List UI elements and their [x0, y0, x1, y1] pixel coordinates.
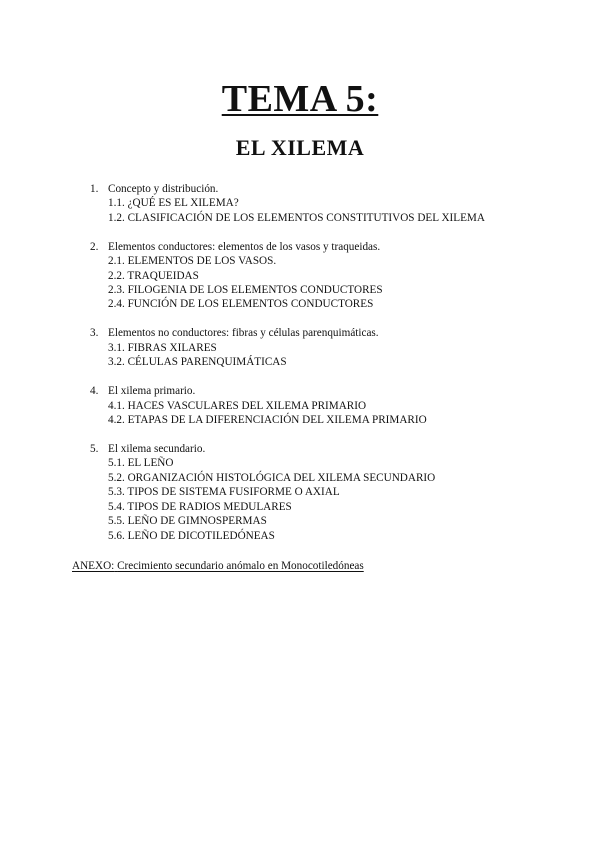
section-number: 5. [90, 443, 99, 456]
toc-section-3 [0, 326, 600, 369]
section-number: 1. [90, 183, 99, 195]
annex-text: Crecimiento secundario anómalo en Monocotiledóneas [117, 560, 364, 572]
toc-item: 2.1. ELEMENTOS DE LOS VASOS. [108, 255, 277, 268]
section-heading-text: El xilema primario. [108, 385, 196, 398]
section-heading [0, 384, 600, 398]
section-heading-text: Concepto y distribución. [108, 183, 219, 195]
section-number: 2. [90, 240, 99, 253]
toc-item: 2.2. TRAQUEIDAS [108, 269, 199, 282]
toc-item: 5.4. TIPOS DE RADIOS MEDULARES [108, 500, 292, 513]
table-of-contents [0, 182, 600, 558]
section-heading [0, 326, 600, 340]
annex-line [72, 559, 364, 573]
page-title-text: TEMA 5: [221, 78, 379, 120]
page-title [0, 76, 600, 122]
toc-item: 3.2. CÉLULAS PARENQUIMÁTICAS [108, 356, 287, 369]
toc-item: 2.3. FILOGENIA DE LOS ELEMENTOS CONDUCTORES [108, 284, 383, 297]
toc-item: 4.1. HACES VASCULARES DEL XILEMA PRIMARIO [108, 399, 367, 412]
section-heading [0, 240, 600, 254]
toc-section-2 [0, 240, 600, 312]
section-heading-text: Elementos conductores: elementos de los vasos y traqueidas. [108, 240, 381, 253]
section-heading-text: Elementos no conductores: fibras y células parenquimáticas. [108, 327, 379, 340]
toc-item: 1.1. ¿QUÉ ES EL XILEMA? [108, 197, 239, 210]
toc-item: 3.1. FIBRAS XILARES [108, 341, 217, 354]
section-heading [0, 442, 600, 456]
toc-item: 5.2. ORGANIZACIÓN HISTOLÓGICA DEL XILEMA SECUNDARIO [108, 471, 436, 484]
annex-label: ANEXO: [72, 560, 115, 572]
toc-item: 5.1. EL LEÑO [108, 457, 174, 470]
section-heading [0, 182, 600, 196]
toc-section-1 [0, 182, 600, 225]
page-subtitle: EL XILEMA [235, 135, 365, 160]
toc-section-5 [0, 442, 600, 543]
section-number: 3. [90, 327, 99, 340]
toc-item: 1.2. CLASIFICACIÓN DE LOS ELEMENTOS CONSTITUTIVOS DEL XILEMA [108, 211, 485, 224]
toc-section-4 [0, 384, 600, 427]
toc-item: 5.6. LEÑO DE DICOTILEDÓNEAS [108, 529, 275, 542]
section-number: 4. [90, 385, 99, 398]
toc-item: 4.2. ETAPAS DE LA DIFERENCIACIÓN DEL XILEMA PRIMARIO [108, 414, 427, 427]
toc-item: 5.3. TIPOS DE SISTEMA FUSIFORME O AXIAL [108, 486, 340, 499]
toc-item: 5.5. LEÑO DE GIMNOSPERMAS [108, 515, 267, 528]
section-heading-text: El xilema secundario. [108, 443, 206, 456]
toc-item: 2.4. FUNCIÓN DE LOS ELEMENTOS CONDUCTORES [108, 298, 374, 311]
